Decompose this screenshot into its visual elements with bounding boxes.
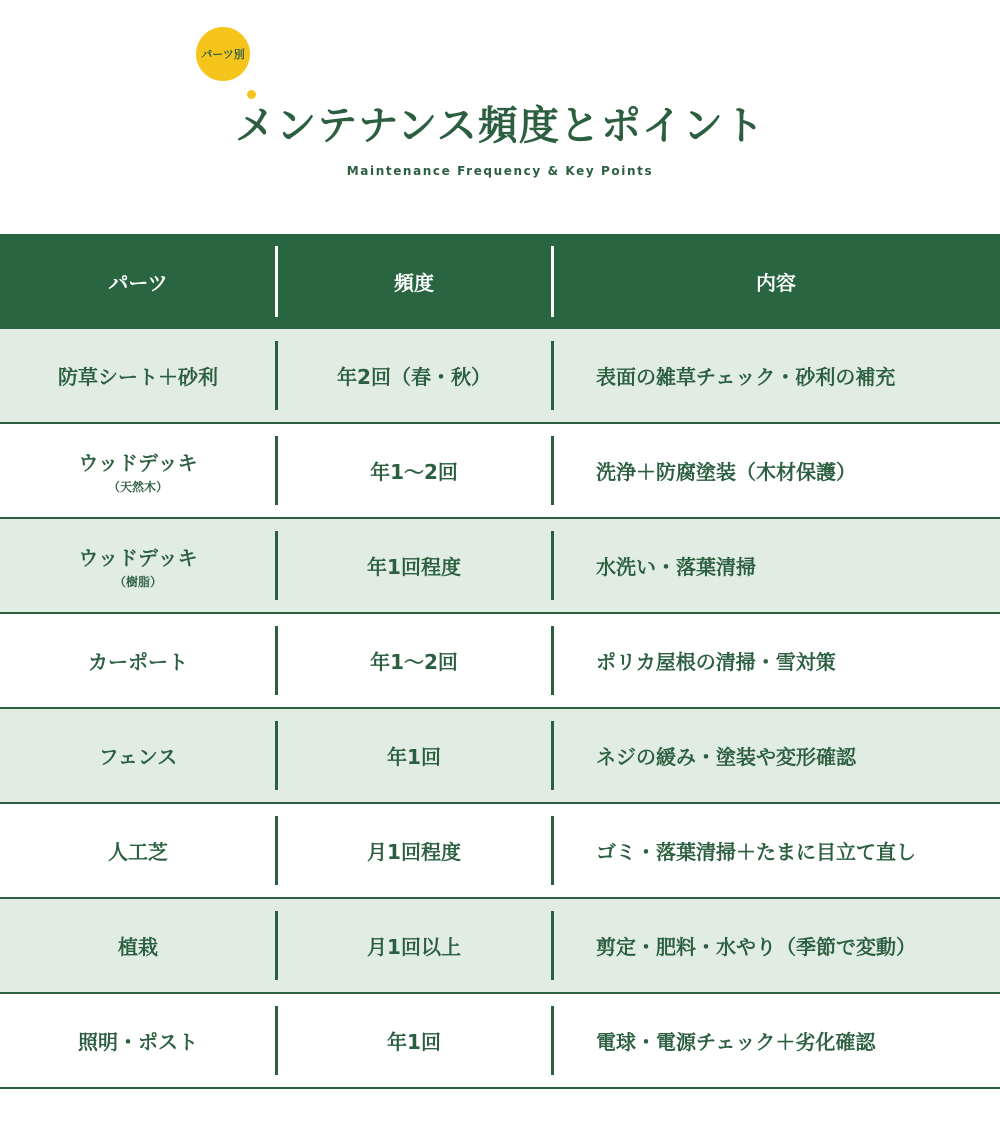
part-name: ウッドデッキ [78,545,198,570]
part-cell [0,994,276,1087]
part-cell [0,709,276,802]
part-note: （樹脂） [113,574,162,589]
table-header-row [0,234,1000,329]
content-cell: 剪定・肥料・水やり（季節で変動） [596,935,916,959]
part-cell [0,424,276,517]
table-row [0,899,1000,994]
frequency-cell: 年1回 [387,745,441,769]
frequency-cell: 年1〜2回 [370,460,458,484]
table-row [0,329,1000,424]
column-divider [275,911,278,980]
content-cell: ネジの緩み・塗装や変形確認 [596,745,856,769]
column-divider [551,1006,554,1075]
frequency-cell: 年2回（春・秋） [337,365,491,389]
content-cell: ゴミ・落葉清掃＋たまに目立て直し [596,840,916,864]
column-divider [275,626,278,695]
content-cell: 洗浄＋防腐塗装（木材保護） [596,460,856,484]
part-cell [0,329,276,422]
part-cell [0,804,276,897]
part-name: 防草シート＋砂利 [58,365,218,389]
column-divider [275,721,278,790]
part-name: 人工芝 [108,840,168,864]
page-title: メンテナンス頻度とポイント [235,103,765,149]
column-divider [551,436,554,505]
column-divider [275,816,278,885]
content-cell: ポリカ屋根の清掃・雪対策 [596,650,836,674]
category-badge-label: パーツ別 [201,48,245,61]
frequency-cell: 月1回以上 [367,935,461,959]
maintenance-table [0,234,1000,1089]
frequency-cell: 年1回程度 [367,555,461,579]
table-row [0,424,1000,519]
column-divider [275,246,278,317]
part-cell [0,614,276,707]
column-divider [551,721,554,790]
table-row [0,994,1000,1089]
part-name: カーポート [88,650,188,674]
part-cell [0,519,276,612]
content-cell: 電球・電源チェック＋劣化確認 [596,1030,876,1054]
column-divider [275,1006,278,1075]
table-row [0,519,1000,614]
header-frequency: 頻度 [394,271,434,295]
column-divider [275,531,278,600]
header-content [552,234,1000,329]
column-divider [275,341,278,410]
table-row [0,709,1000,804]
header-part: パーツ [108,271,168,295]
content-cell: 水洗い・落葉清掃 [596,555,756,579]
part-name: 照明・ポスト [78,1030,198,1054]
content-cell: 表面の雑草チェック・砂利の補充 [596,365,896,389]
column-divider [551,626,554,695]
part-cell [0,899,276,992]
table-row [0,804,1000,899]
part-name: フェンス [98,745,178,769]
page-subtitle: Maintenance Frequency & Key Points [346,164,654,178]
part-name: ウッドデッキ [78,450,198,475]
column-divider [551,531,554,600]
column-divider [551,911,554,980]
column-divider [551,816,554,885]
frequency-cell: 月1回程度 [367,840,461,864]
part-note: （天然木） [107,479,168,494]
column-divider [551,341,554,410]
column-divider [551,246,554,317]
frequency-cell: 年1回 [387,1030,441,1054]
column-divider [275,436,278,505]
header-content-label: 内容 [756,271,796,295]
table-row [0,614,1000,709]
part-name: 植栽 [118,935,158,959]
category-badge [196,27,250,81]
frequency-cell: 年1〜2回 [370,650,458,674]
